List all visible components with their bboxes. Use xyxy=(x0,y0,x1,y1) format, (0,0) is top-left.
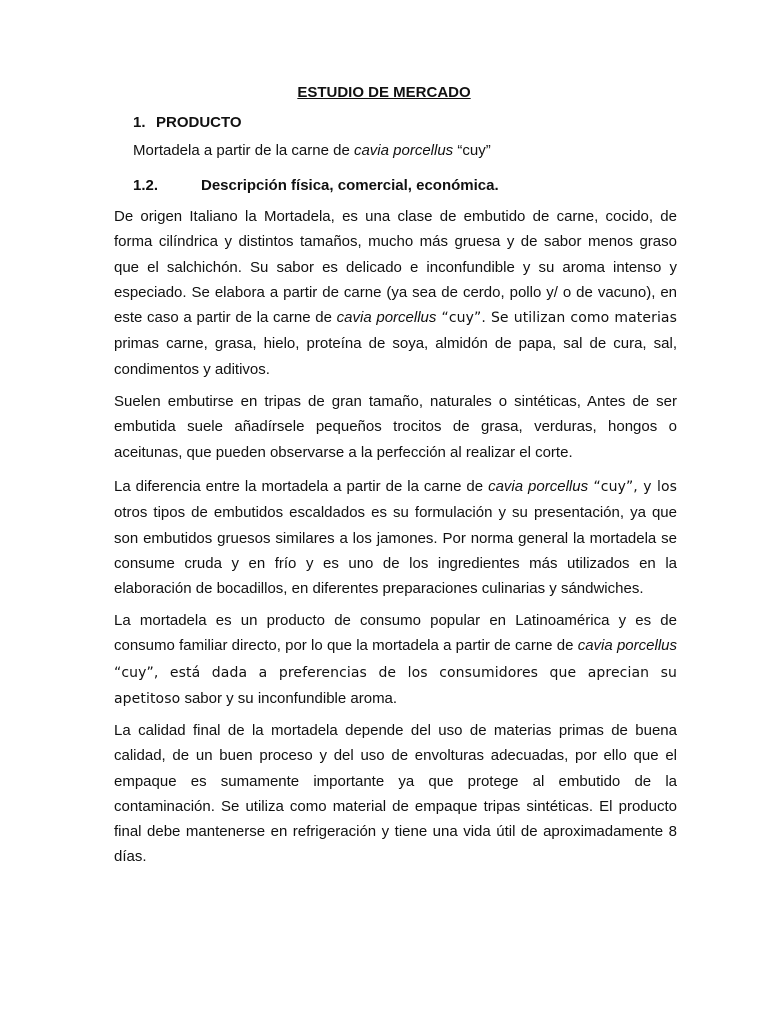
product-line xyxy=(133,142,491,159)
section-heading-producto xyxy=(133,114,242,131)
subsection-number: 1.2. xyxy=(133,177,159,194)
paragraph-text-alt-font: “cuy”, y los xyxy=(588,479,678,495)
product-line-prefix: Mortadela a partir de la carne de xyxy=(133,142,354,159)
paragraph-text: La diferencia entre la mortadela a partir de la carne de xyxy=(114,478,489,495)
paragraph-tripas: Suelen embutirse en tripas de gran tamaño, naturales o sintéticas, Antes de ser embutida suele añadírsele pequeños trocitos de grasa, verduras, hongos o aceitunas, que pueden observarse a la perfección al realizar el corte. xyxy=(114,393,677,461)
document-title: ESTUDIO DE MERCADO xyxy=(297,84,471,101)
section-heading-text: PRODUCTO xyxy=(156,114,242,131)
paragraph-text: otros tipos de embutidos escaldados es su formulación y su presentación, ya que son embutidos gruesos similares a los jamones. Por norma general la mortadela se consume cruda y en frío y es uno de los ingredientes más utilizados en la elaboración de bocadillos, en diferentes preparaciones culinarias y sándwiches. xyxy=(114,504,677,598)
paragraph-text: primas carne, grasa, hielo, proteína de soya, almidón de papa, sal de cura, sal, condimentos y aditivos. xyxy=(114,335,677,378)
species-name: cavia porcellus xyxy=(577,637,677,655)
subsection-heading-descripcion xyxy=(133,177,499,194)
paragraph-calidad: La calidad final de la mortadela depende del uso de materias primas de buena calidad, de un buen proceso y del uso de envolturas adecuadas, por ello que el empaque es sumamente importante ya que protege al embutido de la contaminación. Se utiliza como material de empaque tripas sintéticas. El producto final debe mantenerse en refrigeración y tiene una vida útil de aproximadamente 8 días. xyxy=(114,722,677,866)
paragraph-diferencia xyxy=(114,474,677,601)
product-line-suffix: “cuy” xyxy=(453,142,491,159)
paragraph-text: La mortadela es un producto de consumo popular en Latinoamérica y es de consumo familiar directo, por lo que la mortadela a partir de carne de xyxy=(114,612,677,655)
species-name: cavia porcellus xyxy=(336,309,437,327)
species-name: cavia porcellus xyxy=(353,142,454,159)
section-number: 1. xyxy=(133,114,146,131)
paragraph-text: sabor y su inconfundible aroma. xyxy=(180,689,398,707)
paragraph-consumo xyxy=(114,608,677,712)
paragraph-origen xyxy=(114,204,677,382)
subsection-heading-text: Descripción física, comercial, económica. xyxy=(201,177,499,194)
paragraph-text-alt-font: “cuy”, está dada a preferencias de los consumidores que aprecian su apetitoso xyxy=(114,664,677,707)
species-name: cavia porcellus xyxy=(488,478,589,495)
paragraph-text-alt-font: “cuy”. Se utilizan como materias xyxy=(436,310,678,327)
paragraph-text: De origen Italiano la Mortadela, es una clase de embutido de carne, cocido, de forma cilíndrica y distintos tamaños, mucho más gruesa y de sabor menos graso que el salchichón. Su sabor es delicado e inconfundible y su aroma intenso y especiado. Se elabora a partir de carne (ya sea de cerdo, pollo y/ o de vacuno), en este caso a partir de la carne de xyxy=(114,208,677,327)
